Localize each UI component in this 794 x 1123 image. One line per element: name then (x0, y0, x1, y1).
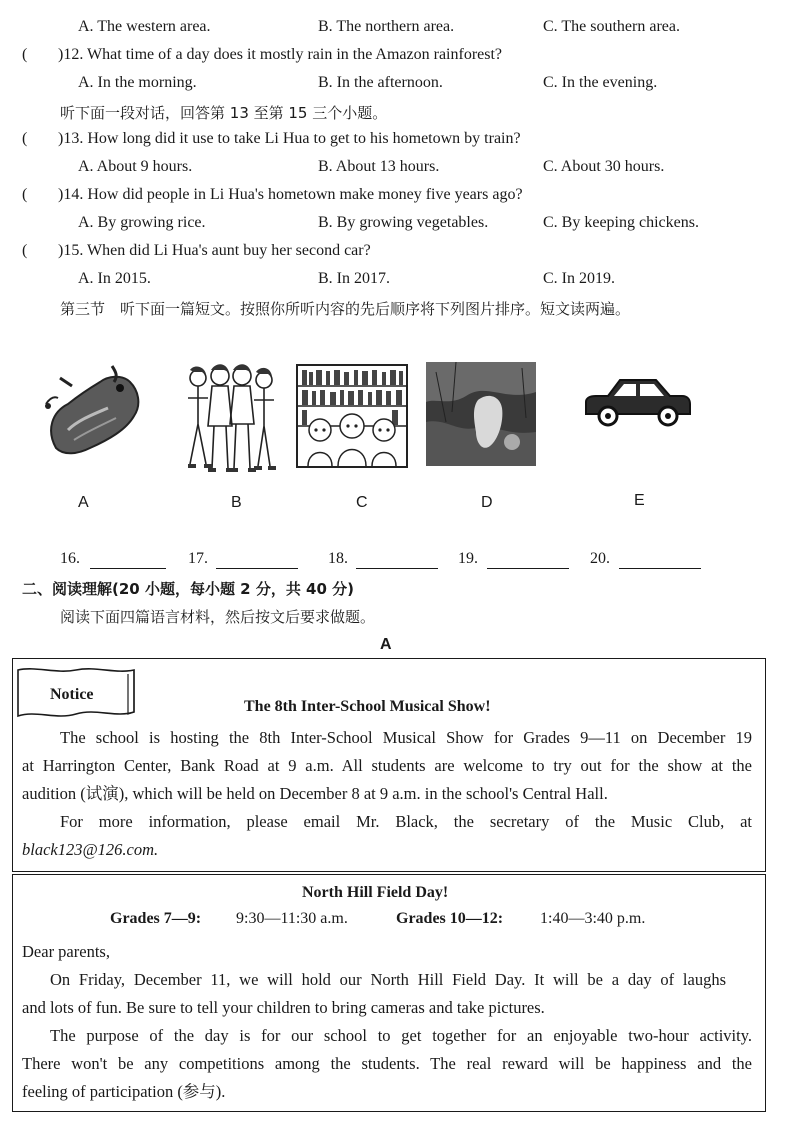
answer-paren[interactable]: ( (22, 130, 28, 147)
blank-20-line[interactable] (619, 568, 701, 569)
picture-label-e: E (634, 492, 645, 509)
field-day-para2-line2: There won't be any competitions among the students. The real reward will be happiness and the (22, 1054, 752, 1073)
notice-title: The 8th Inter-School Musical Show! (244, 698, 491, 715)
question-13: )13. How long did it use to take Li Hua to get to his hometown by train? (58, 130, 521, 147)
q11-option-b: B. The northern area. (318, 18, 455, 35)
picture-b-children-image (182, 364, 280, 476)
blank-19-number: 19. (458, 550, 478, 567)
field-day-para1-line2: and lots of fun. Be sure to tell your children to bring cameras and take pictures. (22, 998, 545, 1017)
q15-option-a: A. In 2015. (78, 270, 151, 287)
blank-16-line[interactable] (90, 568, 166, 569)
picture-label-b: B (231, 494, 242, 511)
notice-tag: Notice (50, 686, 94, 703)
picture-d-photo-image (426, 362, 536, 466)
part2-instruction: 阅读下面四篇语言材料，然后按文后要求做题。 (60, 608, 376, 626)
grades-a-label: Grades 7—9: (110, 910, 202, 927)
q12-option-a: A. In the morning. (78, 74, 197, 91)
blank-18-number: 18. (328, 550, 348, 567)
picture-a-dog-image (38, 360, 150, 460)
q13-option-b: B. About 13 hours. (318, 158, 440, 175)
instruction-13-15: 听下面一段对话，回答第 13 至第 15 三个小题。 (60, 104, 388, 122)
grades-a-time: 9:30—11:30 a.m. (236, 910, 348, 927)
question-15: )15. When did Li Hua's aunt buy her second car? (58, 242, 371, 259)
field-day-greeting: Dear parents, (22, 942, 110, 961)
picture-label-d: D (481, 494, 493, 511)
blank-19-line[interactable] (487, 568, 569, 569)
picture-label-c: C (356, 494, 368, 511)
answer-paren[interactable]: ( (22, 186, 28, 203)
notice-para1-line3: audition (试演), which will be held on December 8 at 9 a.m. in the school's Central Hall. (22, 784, 608, 803)
field-day-para1-line1: On Friday, December 11, we will hold our North Hill Field Day. It will be a day of laughs (50, 970, 726, 989)
picture-label-a: A (78, 494, 89, 511)
q14-option-b: B. By growing vegetables. (318, 214, 489, 231)
part2-title: 二、阅读理解(20 小题，每小题 2 分，共 40 分) (22, 580, 355, 598)
answer-paren[interactable]: ( (22, 46, 28, 63)
blank-20-number: 20. (590, 550, 610, 567)
question-12: )12. What time of a day does it mostly rain in the Amazon rainforest? (58, 46, 503, 63)
answer-paren[interactable]: ( (22, 242, 28, 259)
q15-option-c: C. In 2019. (543, 270, 615, 287)
notice-para1-line1: The school is hosting the 8th Inter-School Musical Show for Grades 9—11 on December 19 (60, 728, 752, 747)
field-day-para2-line3: feeling of participation (参与). (22, 1082, 226, 1101)
passage-letter: A (380, 636, 392, 653)
q11-option-c: C. The southern area. (543, 18, 680, 35)
blank-17-line[interactable] (216, 568, 298, 569)
grades-b-label: Grades 10—12: (396, 910, 504, 927)
picture-e-car-image (582, 374, 692, 430)
notice-email-link[interactable]: black123@126.com. (22, 840, 159, 859)
notice-para2-line1: For more information, please email Mr. Black, the secretary of the Music Club, at (60, 812, 752, 831)
grades-b-time: 1:40—3:40 p.m. (540, 910, 646, 927)
blank-16-number: 16. (60, 550, 80, 567)
q13-option-a: A. About 9 hours. (78, 158, 193, 175)
blank-17-number: 17. (188, 550, 208, 567)
question-14: )14. How did people in Li Hua's hometown make money five years ago? (58, 186, 523, 203)
picture-c-library-image (296, 364, 408, 468)
notice-para1-line2: at Harrington Center, Bank Road at 9 a.m. All students are welcome to try out for the show at the (22, 756, 752, 775)
q13-option-c: C. About 30 hours. (543, 158, 665, 175)
q14-option-c: C. By keeping chickens. (543, 214, 699, 231)
q15-option-b: B. In 2017. (318, 270, 390, 287)
blank-18-line[interactable] (356, 568, 438, 569)
section3-instruction: 第三节 听下面一篇短文。按照你所听内容的先后顺序将下列图片排序。短文读两遍。 (60, 300, 631, 318)
q11-option-a: A. The western area. (78, 18, 211, 35)
field-day-title: North Hill Field Day! (302, 884, 449, 901)
q12-option-c: C. In the evening. (543, 74, 658, 91)
q14-option-a: A. By growing rice. (78, 214, 206, 231)
q12-option-b: B. In the afternoon. (318, 74, 443, 91)
field-day-para2-line1: The purpose of the day is for our school to get together for an enjoyable two-hour activity. (50, 1026, 752, 1045)
